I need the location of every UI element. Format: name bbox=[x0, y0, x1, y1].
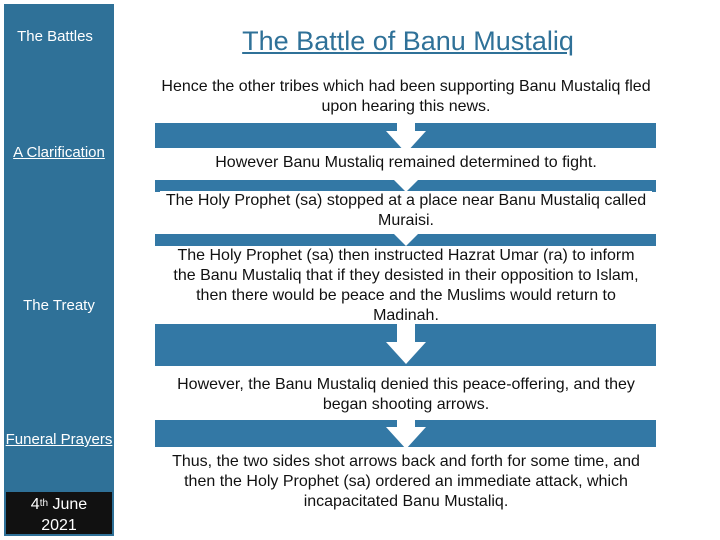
date-box bbox=[4, 490, 114, 536]
date-year: 2021 bbox=[41, 517, 77, 534]
step-1-text[interactable]: Hence the other tribes which had been supporting Banu Mustaliq fled upon hearing this news. bbox=[161, 78, 651, 115]
step-2-text[interactable]: However Banu Mustaliq remained determined to fight. bbox=[160, 153, 652, 173]
step-6-text[interactable]: Thus, the two sides shot arrows back and forth for some time, and then the Holy Prophet (sa) ordered an immediate attack, which incapacitated Banu Mustaliq. bbox=[160, 452, 652, 512]
date-day: 4 bbox=[30, 496, 40, 513]
sidebar-link-the-treaty[interactable]: The Treaty bbox=[23, 297, 95, 314]
arrow-stem-4 bbox=[397, 324, 415, 342]
arrow-down-icon bbox=[386, 131, 426, 153]
date-line bbox=[6, 494, 112, 515]
arrow-down-icon bbox=[386, 342, 426, 364]
step-4-text[interactable]: The Holy Prophet (sa) then instructed Hazrat Umar (ra) to inform the Banu Mustaliq that if they desisted in their opposition to Islam, then there would be peace and the Muslims would return to Madinah. bbox=[173, 247, 639, 324]
sidebar-link-a-clarification[interactable]: A Clarification bbox=[13, 144, 105, 161]
arrow-down-icon bbox=[386, 427, 426, 449]
step-3-text[interactable]: The Holy Prophet (sa) stopped at a place near Banu Mustaliq called Muraisi. bbox=[160, 191, 652, 231]
date-month: June bbox=[52, 496, 88, 513]
sidebar-link-funeral-prayers[interactable]: Funeral Prayers bbox=[5, 431, 113, 448]
date-suffix: th bbox=[39, 498, 49, 509]
sidebar-link-the-battles[interactable]: The Battles bbox=[17, 28, 93, 45]
slide-title[interactable]: The Battle of Banu Mustaliq bbox=[242, 26, 574, 56]
step-5-text[interactable]: However, the Banu Mustaliq denied this peace-offering, and they began shooting arrows. bbox=[160, 375, 652, 415]
arrow-down-icon bbox=[394, 234, 418, 246]
sidebar bbox=[4, 4, 114, 536]
